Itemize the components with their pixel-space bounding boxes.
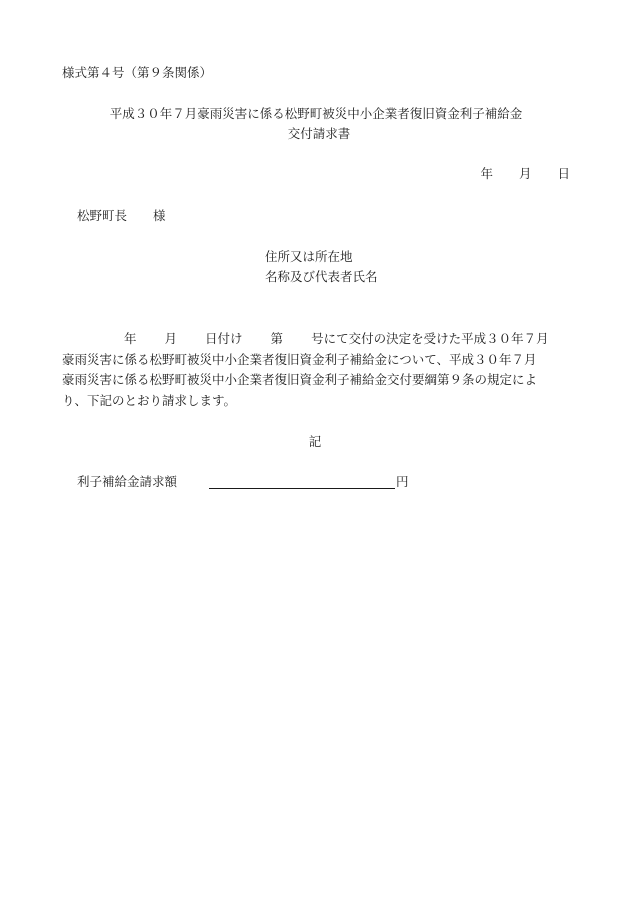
form-number: 様式第４号（第９条関係） (62, 65, 213, 80)
addressee-honorific: 様 (153, 208, 166, 223)
addressee-name: 松野町長 (77, 208, 128, 223)
body-dai: 第 (270, 331, 284, 346)
document-title-line2: 交付請求書 (287, 126, 351, 141)
applicant-name-label: 名称及び代表者氏名 (265, 269, 378, 284)
body-year: 年 (124, 331, 137, 346)
date-month-label: 月 (518, 166, 532, 181)
body-line-1 (62, 329, 582, 350)
applicant-address-label: 住所又は所在地 (265, 249, 353, 264)
date-row (480, 165, 570, 183)
date-day-label: 日 (557, 166, 570, 181)
date-year-label: 年 (480, 166, 493, 181)
ki-heading: 記 (308, 434, 322, 449)
amount-entry-underline (209, 488, 395, 489)
body-month: 月 (164, 331, 178, 346)
body-line-4: り、下記のとおり請求します。 (62, 392, 237, 408)
body-line1-tail: 号にて交付の決定を受けた平成３０年７月 (311, 331, 549, 346)
amount-label: 利子補給金請求額 (77, 474, 178, 489)
amount-unit: 円 (396, 474, 409, 489)
addressee (77, 207, 166, 225)
body-line-3: 豪雨災害に係る松野町被災中小企業者復旧資金利子補給金交付要綱第９条の規定によ (62, 372, 538, 388)
body-line-2: 豪雨災害に係る松野町被災中小企業者復旧資金利子補給金について、平成３０年７月 (62, 351, 537, 367)
request-body-text (62, 329, 582, 411)
body-day-dated: 日付け (205, 331, 243, 346)
document-title-line1: 平成３０年７月豪雨災害に係る松野町被災中小企業者復旧資金利子補給金 (109, 106, 523, 121)
